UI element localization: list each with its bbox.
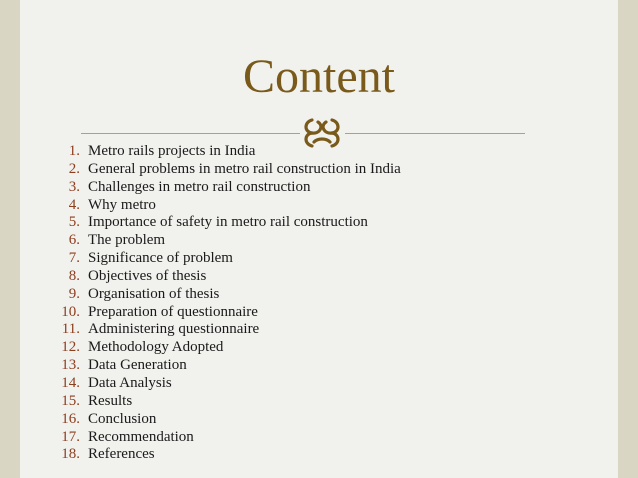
list-item (40, 268, 600, 286)
list-item (40, 143, 600, 161)
list-item-text: The problem (88, 232, 166, 249)
list-item (40, 232, 600, 250)
list-item-text: Methodology Adopted (88, 339, 224, 356)
list-item-number: 2. (68, 160, 80, 177)
list-item-number: 3. (68, 178, 80, 195)
list-item (40, 179, 600, 197)
list-item-number: 4. (68, 196, 80, 213)
list-item-number: 5. (68, 214, 80, 231)
list-item (40, 339, 600, 357)
list-item-text: Administering questionnaire (88, 321, 260, 338)
list-item (40, 393, 600, 411)
list-item-number: 16. (61, 410, 80, 427)
title-rule-right (345, 133, 525, 134)
list-item-text: Objectives of thesis (88, 267, 207, 284)
list-item-number: 18. (61, 446, 80, 463)
list-item-text: References (88, 446, 155, 463)
list-item-text: Results (88, 392, 133, 409)
list-item-number: 12. (61, 339, 80, 356)
list-item (40, 411, 600, 429)
list-item-number: 17. (61, 428, 80, 445)
list-item (40, 357, 600, 375)
list-item-number: 9. (68, 285, 80, 302)
list-item (40, 250, 600, 268)
title-rule-left (81, 133, 300, 134)
list-item-number: 8. (68, 267, 80, 284)
list-item-text: Metro rails projects in India (88, 143, 256, 159)
slide-title: Content (243, 50, 395, 103)
list-item-text: Why metro (88, 196, 156, 213)
list-item (40, 429, 600, 447)
list-item (40, 286, 600, 304)
list-item-text: Recommendation (88, 428, 194, 445)
list-item-text: Organisation of thesis (88, 285, 220, 302)
list-item-number: 6. (68, 232, 80, 249)
list-item-number: 13. (61, 357, 80, 374)
list-item (40, 304, 600, 322)
list-item-text: Conclusion (88, 410, 157, 427)
list-item (40, 446, 600, 464)
list-item (40, 161, 600, 179)
list-item-text: Data Generation (88, 357, 187, 374)
list-item-text: Importance of safety in metro rail construction (88, 214, 368, 231)
list-item-number: 14. (61, 374, 80, 391)
list-item (40, 197, 600, 215)
list-item-text: Data Analysis (88, 374, 172, 391)
list-item (40, 214, 600, 232)
list-item-text: Challenges in metro rail construction (88, 178, 311, 195)
list-item-text: Significance of problem (88, 250, 233, 267)
list-item-text: Preparation of questionnaire (88, 303, 258, 320)
contents-list (40, 143, 600, 464)
list-item-text: General problems in metro rail construction in India (88, 160, 401, 177)
list-item-number: 1. (68, 143, 80, 159)
list-item-number: 15. (61, 392, 80, 409)
list-item (40, 321, 600, 339)
list-item (40, 375, 600, 393)
list-item-number: 7. (68, 250, 80, 267)
list-item-number: 10. (61, 303, 80, 320)
list-item-number: 11. (61, 321, 80, 338)
